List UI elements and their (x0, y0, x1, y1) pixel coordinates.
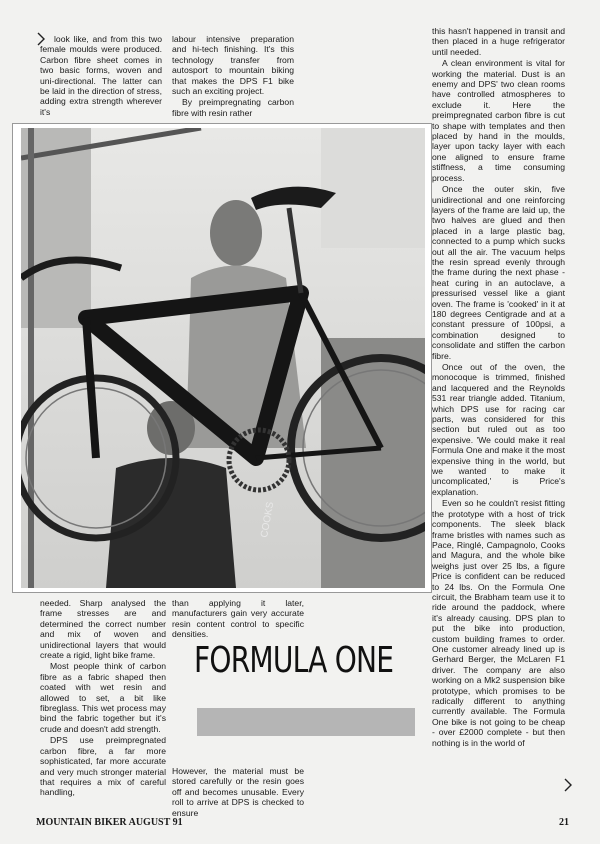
paragraph: needed. Sharp analysed the frame stresses are and determined the correct number and mix of woven and unidirectional layers that would create a rigid, light bike frame. (40, 598, 166, 661)
article-column-1-bottom (40, 598, 166, 799)
paragraph: By preimpregnating carbon fibre with resin rather (172, 97, 294, 118)
paragraph: this hasn't happened in transit and then placed in a huge refrigerator until needed. (432, 26, 565, 57)
paragraph: labour intensive preparation and hi-tech finishing. It's this technology transfer from autosport to mountain biking that makes the DPS F1 bike such an exciting project. (172, 34, 294, 97)
article-column-2-middle (172, 598, 304, 641)
chevron-right-icon (563, 778, 573, 792)
chevron-right-icon (36, 32, 46, 46)
paragraph: Once out of the oven, the monocoque is trimmed, finished and lacquered and the Reynolds 531 rear triangle added. Titanium, which DPS use for racing car parts, was considered for this section but ruled out as too expensive. 'We could make it real Formula One and make it the most expensive thing in the world, but we wanted to make it uncomplicated,' is Price's explanation. (432, 362, 565, 497)
article-column-2-bottom (172, 766, 304, 819)
photo-bike-and-designers (12, 123, 432, 593)
paragraph: look like, and from this two female moulds were produced. Carbon fibre sheet comes in two basic forms, woven and uni-directional. The latter can be laid in the direction of stress, adding extra strength wherever it's (40, 34, 162, 117)
page-number: 21 (559, 817, 569, 828)
title-underline-bar (197, 708, 415, 736)
paragraph: A clean environment is vital for working the material. Dust is an enemy and DPS' two clean rooms have controlled atmospheres to exclude it. Here the preimpregnated carbon fibre is cut to shape with templates and then placed by hand in the moulds, layer upon tacky layer with each one aligned to ensure frame stiffness, a time consuming process. (432, 58, 565, 183)
paragraph: Most people think of carbon fibre as a fabric shaped then coated with wet resin and allowed to set, a bit like fibreglass. This wet process may bind the fabric together but it's crude and doesn't add strength. (40, 661, 166, 734)
photo-illustration (21, 128, 425, 588)
article-column-1-top (40, 34, 162, 118)
paragraph: Once the outer skin, five unidirectional and one reinforcing layers of the frame are laid up, the two halves are glued and then placed in a large plastic bag, connected to a pump which sucks out all the air. The vacuum helps the resin spread evenly through the frame during the next phase - heat curing in an autoclave, a pressurised vessel like a giant oven. The frame is 'cooked' in it at 180 degrees Centigrade and at a constant pressure of 100psi, a combination designed to consolidate and stiffen the carbon fibre. (432, 184, 565, 361)
frame-decal-text: COOKS (259, 501, 277, 539)
magazine-footer: MOUNTAIN BIKER AUGUST 91 (36, 817, 183, 828)
paragraph: than applying it later, manufacturers gain very accurate resin content control to specific densities. (172, 598, 304, 640)
page-title: FORMULA ONE (194, 640, 394, 681)
paragraph: Even so he couldn't resist fitting the prototype with a host of trick components. The sleek black frame bristles with names such as Pace, Ringlé, Campagnolo, Cooks and Magura, and the whole bike weighs just over 25 lbs, a figure Price is confident can be reduced to 24 lbs. On the Formula One circuit, the Brabham team use it to ride around the paddock, where it's already causing. DPS plan to put the bike into production, custom building frames to order. One customer already lined up is Gerhard Berger, the McLaren F1 driver. The company are also working on a Mk2 suspension bike prototype, which promises to be radically different to anything currently available. The Formula One bike is not going to be cheap - over £2000 complete - but then nothing is in the world of (432, 498, 565, 748)
paragraph: However, the material must be stored carefully or the resin goes off and becomes unusable. Every roll to arrive at DPS is checked to ensure (172, 766, 304, 818)
paragraph: DPS use preimpregnated carbon fibre, a far more sophisticated, far more accurate and very much stronger material that requires a mix of careful handling, (40, 735, 166, 798)
article-column-2-top (172, 34, 294, 119)
article-column-3 (432, 26, 565, 749)
